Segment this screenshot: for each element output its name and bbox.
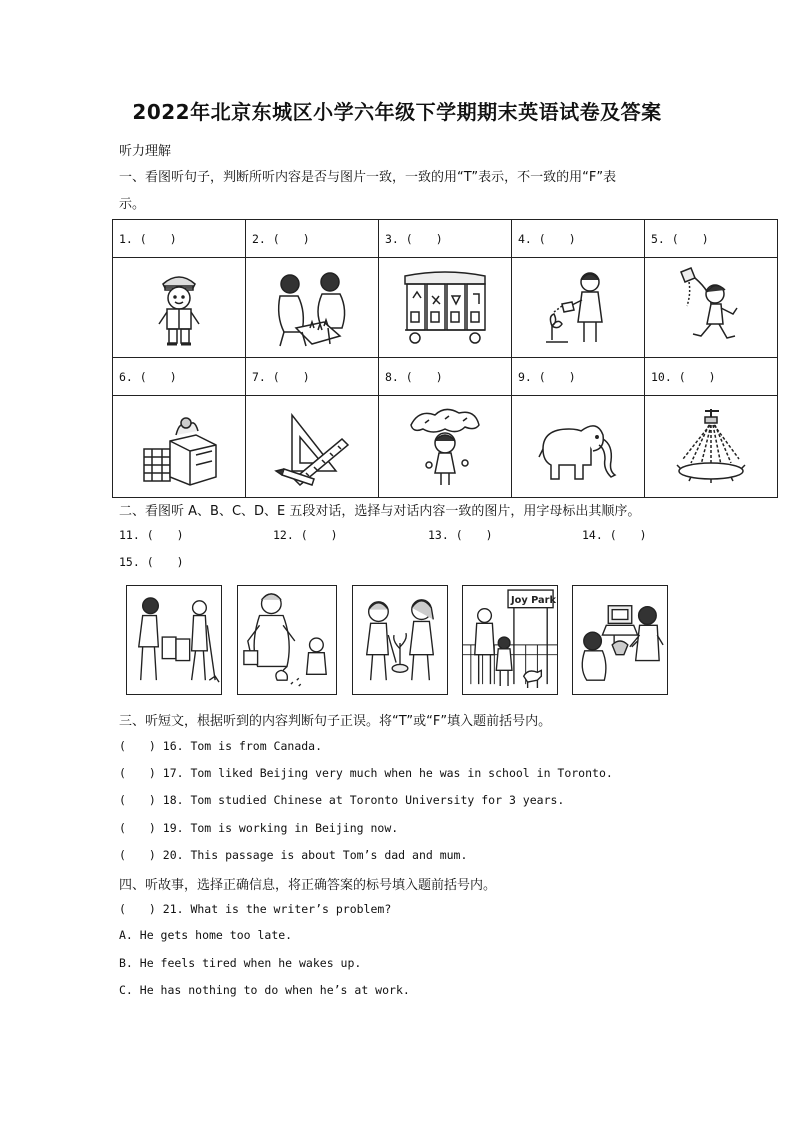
answer-13: 13. ( ) — [428, 528, 493, 542]
statement-18: ( ) 18. Tom studied Chinese at Toronto University for 3 years. — [119, 793, 565, 807]
picture-kids-chess — [246, 258, 379, 358]
part1-instruction: 一、看图听句子，判断所听内容是否与图片一致，一致的用“T”表示，不一致的用“F”表 — [119, 170, 617, 185]
section-heading: 听力理解 — [119, 144, 172, 159]
picture-grid — [112, 219, 778, 498]
option-b: B. He feels tired when he wakes up. — [119, 956, 362, 970]
option-c: C. He has nothing to do when he’s at work. — [119, 983, 410, 997]
option-a: A. He gets home too late. — [119, 928, 293, 942]
item-label-2: 2. ( ) — [246, 220, 379, 258]
answer-15: 15. ( ) — [119, 555, 184, 569]
picture-girl-watering — [512, 258, 645, 358]
joy-park-sign: Joy Park — [510, 594, 556, 606]
part1-instruction-cont: 示。 — [119, 197, 146, 212]
picture-shower — [645, 396, 778, 498]
scene-planting-tree — [352, 585, 448, 695]
question-21: ( ) 21. What is the writer’s problem? — [119, 902, 392, 916]
answer-14: 14. ( ) — [582, 528, 647, 542]
statement-17: ( ) 17. Tom liked Beijing very much when he was in school in Toronto. — [119, 766, 613, 780]
picture-boy-kite — [645, 258, 778, 358]
scene-joy-park — [462, 585, 558, 695]
picture-girl-tree — [379, 396, 512, 498]
item-label-1: 1. ( ) — [113, 220, 246, 258]
item-label-3: 3. ( ) — [379, 220, 512, 258]
item-label-10: 10. ( ) — [645, 358, 778, 396]
statement-20: ( ) 20. This passage is about Tom’s dad and mum. — [119, 848, 468, 862]
picture-police-officer — [113, 258, 246, 358]
part3-instruction: 三、听短文，根据听到的内容判断句子正误。将“T”或“F”填入题前括号内。 — [119, 714, 552, 729]
statement-19: ( ) 19. Tom is working in Beijing now. — [119, 821, 399, 835]
picture-recycling-bins — [379, 258, 512, 358]
picture-ruler-triangle — [246, 396, 379, 498]
item-label-5: 5. ( ) — [645, 220, 778, 258]
item-label-7: 7. ( ) — [246, 358, 379, 396]
item-label-8: 8. ( ) — [379, 358, 512, 396]
picture-elephant — [512, 396, 645, 498]
item-label-6: 6. ( ) — [113, 358, 246, 396]
answer-11: 11. ( ) — [119, 528, 184, 542]
picture-gift-boxes — [113, 396, 246, 498]
item-label-9: 9. ( ) — [512, 358, 645, 396]
scene-feeding-chickens — [237, 585, 337, 695]
scene-kids-computer — [572, 585, 668, 695]
part4-instruction: 四、听故事，选择正确信息，将正确答案的标号填入题前括号内。 — [119, 878, 497, 893]
scene-sorting-rubbish — [126, 585, 222, 695]
part2-instruction: 二、看图听 A、B、C、D、E 五段对话，选择与对话内容一致的图片，用字母标出其顺序。 — [119, 504, 641, 519]
statement-16: ( ) 16. Tom is from Canada. — [119, 739, 323, 753]
answer-12: 12. ( ) — [273, 528, 338, 542]
item-label-4: 4. ( ) — [512, 220, 645, 258]
page-title: 2022年北京东城区小学六年级下学期期末英语试卷及答案 — [132, 100, 662, 124]
